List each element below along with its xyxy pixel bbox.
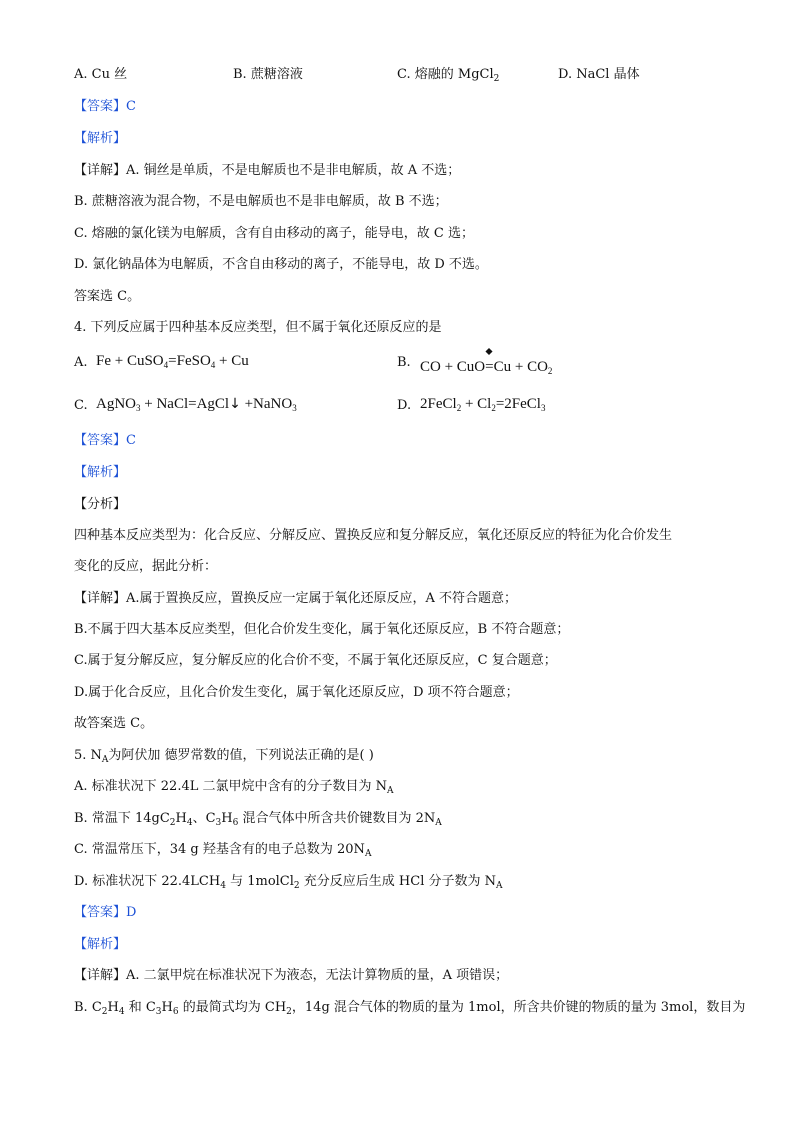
q5-detail-b: B. $C_2H_4$ 和 $C_3H_6$ 的最简式均为 $CH_2$，14g 混合气体的物质的量为 1mol，所含共价键的物质的量为 3mol，数目为 [74,1000,746,1017]
q4-option-b-label: B. [397,355,411,370]
q5-option-d: D. 标准状况下 $22.4LCH_4$ 与 1molCl$_2$ 充分反应后生成 HCl 分子数为 $N_A$ [74,874,503,891]
q5-option-a: A. 标准状况下 22.4L 二氯甲烷中含有的分子数目为 $N_A$ [74,779,394,796]
q4-fenxi-heading: 【分析】 [74,497,127,512]
q3-conclusion: 答案选 C。 [74,289,141,304]
q3-option-c: C. 熔融的 MgCl$_2$ [397,67,500,84]
q3-option-a: A. Cu 丝 [74,67,128,82]
q4-option-d-label: D. [397,398,412,413]
q5-answer: 【答案】D [74,905,137,920]
q3-analysis-heading: 【解析】 [74,131,127,146]
q3-detail-b: B. 蔗糖溶液为混合物，不是电解质也不是非电解质，故 B 不选； [74,194,448,209]
q3-detail-d: D. 氯化钠晶体为电解质，不含自由移动的离子，不能导电，故 D 不选。 [74,257,488,272]
q5-detail-a: 【详解】A. 二氯甲烷在标准状况下为液态，无法计算物质的量，A 项错误； [74,968,509,983]
q4-option-a-label: A. [74,355,88,370]
q3-detail-a: 【详解】A. 铜丝是单质，不是电解质也不是非电解质，故 A 不选； [74,163,461,178]
heat-equals-sign: = [485,358,493,376]
q4-option-c-equation: AgNO$_3$ + NaCl=AgCl↓ +NaNO$_3$ [96,396,297,413]
q5-option-b: B. 常温下 $14gC_2H_4$、$C_3H_6$ 混合气体中所含共价键数目为 $2N_A$ [74,811,442,828]
q5-option-c: C. 常温常压下，34 g 羟基含有的电子总数为 $20N_A$ [74,842,372,859]
q4-option-c-label: C. [74,398,88,413]
q4-answer: 【答案】C [74,433,136,448]
q3-option-d: D. NaCl 晶体 [558,67,640,82]
q4-option-d-equation: 2FeCl$_2$ + $Cl_2=2FeCl_3$ [420,396,546,413]
q3-answer: 【答案】C [74,99,136,114]
q5-analysis-heading: 【解析】 [74,937,127,952]
q4-stem: 4. 下列反应属于四种基本反应类型，但不属于氧化还原反应的是 [74,320,442,335]
q4-analysis-heading: 【解析】 [74,465,127,480]
q4-conclusion: 故答案选 C。 [74,716,154,731]
q4-option-b-equation: CO + CuO $=Cu + CO_2$ [420,358,552,380]
q4-detail-c: C.属于复分解反应，复分解反应的化合价不变，不属于氧化还原反应，C 复合题意； [74,653,557,668]
q4-detail-d: D.属于化合反应，且化合价发生变化，属于氧化还原反应，D 项不符合题意； [74,685,519,700]
q4-option-a-equation: Fe + CuSO$_4$=FeSO$_4$ + Cu [96,353,249,370]
q4-fenxi-text-2: 变化的反应，据此分析： [74,559,218,574]
heat-symbol-icon [486,348,493,355]
q3-detail-c: C. 熔融的氯化镁为电解质，含有自由移动的离子，能导电，故 C 选； [74,226,474,241]
q4-detail-a: 【详解】A.属于置换反应，置换反应一定属于氧化还原反应，A 不符合题意； [74,591,518,606]
q3-option-b: B. 蔗糖溶液 [233,67,303,82]
q4-fenxi-text-1: 四种基本反应类型为：化合反应、分解反应、置换反应和复分解反应，氧化还原反应的特征为化合价发生 [74,528,673,543]
precipitate-arrow-icon: ↓ [229,396,241,412]
q4-detail-b: B.不属于四大基本反应类型，但化合价发生变化，属于氧化还原反应，B 不符合题意； [74,622,570,637]
q5-stem: 5. $N_A$为阿伏加 德罗常数的值，下列说法正确的是( ) [74,748,374,765]
